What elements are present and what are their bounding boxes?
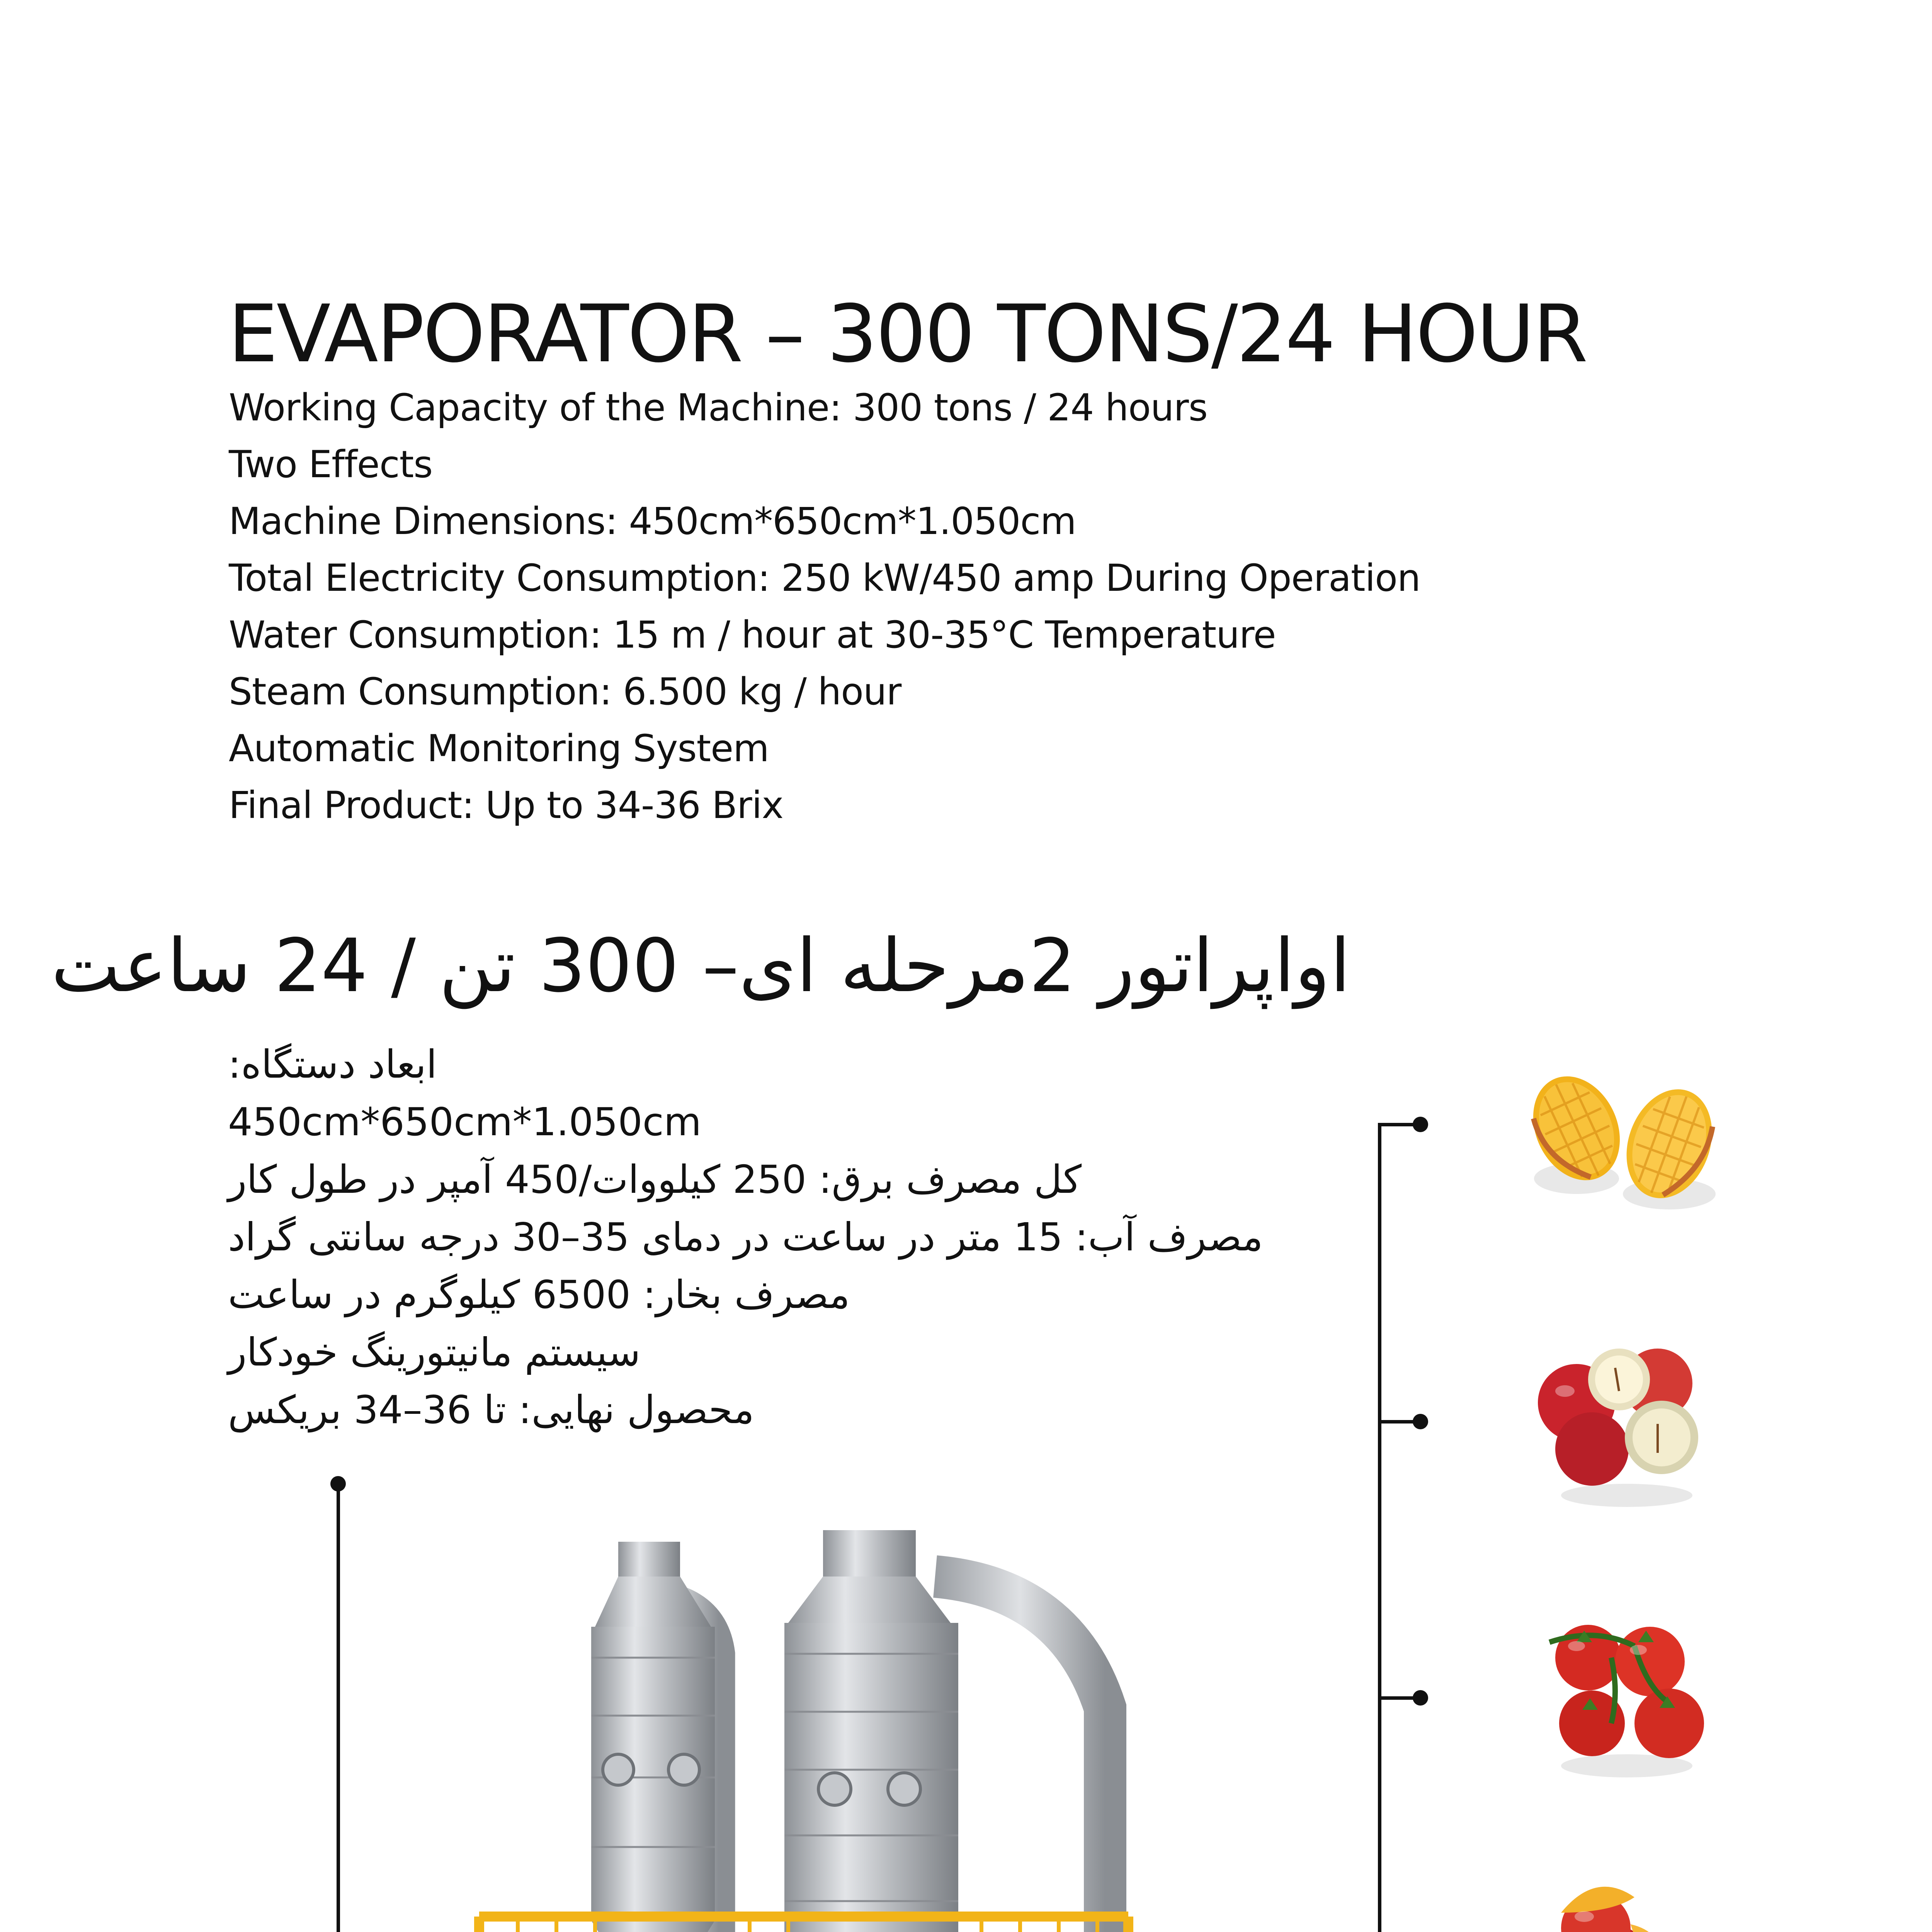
page-title-fa: اواپراتور 2مرحله ای– 300 تن / 24 ساعت [51,923,1350,1009]
bracket-line [337,1484,340,1932]
spec-line-fa: 450cm*650cm*1.050cm [228,1099,702,1145]
specs-list-en [229,379,1420,834]
left-bracket [330,1476,377,1932]
spec-line: Water Consumption: 15 m / hour at 30-35°C Temperature [229,613,1276,656]
right-bracket [1372,1121,1430,1932]
specs-list-fa [228,1036,1263,1439]
tomato-icon [1519,1607,1719,1785]
page-title-en: EVAPORATOR – 300 TONS/24 HOUR [228,288,1587,380]
bracket-dot [1413,1690,1428,1706]
apple-icon [1519,1337,1719,1515]
spec-line-fa: سیستم مانیتورینگ خودکار [228,1330,641,1375]
spec-line-fa: ابعاد دستگاه: [228,1042,437,1087]
bracket-line [1378,1123,1381,1932]
spec-line: Final Product: Up to 34-36 Brix [229,784,784,827]
spec-line: Automatic Monitoring System [229,727,769,770]
spec-line: Machine Dimensions: 450cm*650cm*1.050cm [229,500,1076,543]
mango-icon [1519,1066,1719,1244]
spec-line-fa: محصول نهایی: تا 36–34 بریکس [228,1387,754,1432]
bracket-dot [1413,1117,1428,1132]
spec-line: Two Effects [229,443,433,486]
spec-line-fa: مصرف آب: 15 متر در ساعت در دمای 35–30 درجه سانتی گراد [228,1214,1263,1260]
spec-line: Total Electricity Consumption: 250 kW/450 amp During Operation [229,556,1420,600]
spec-line-fa: مصرف بخار: 6500 کیلوگرم در ساعت [228,1272,850,1317]
peach-icon [1519,1847,1719,1932]
spec-line: Working Capacity of the Machine: 300 tons / 24 hours [229,386,1208,429]
evaporator-image [371,1530,1306,1932]
spec-line: Steam Consumption: 6.500 kg / hour [229,670,901,713]
bracket-dot [1413,1414,1428,1429]
spec-line-fa: کل مصرف برق: 250 کیلووات/450 آمپر در طول کار [228,1157,1082,1202]
